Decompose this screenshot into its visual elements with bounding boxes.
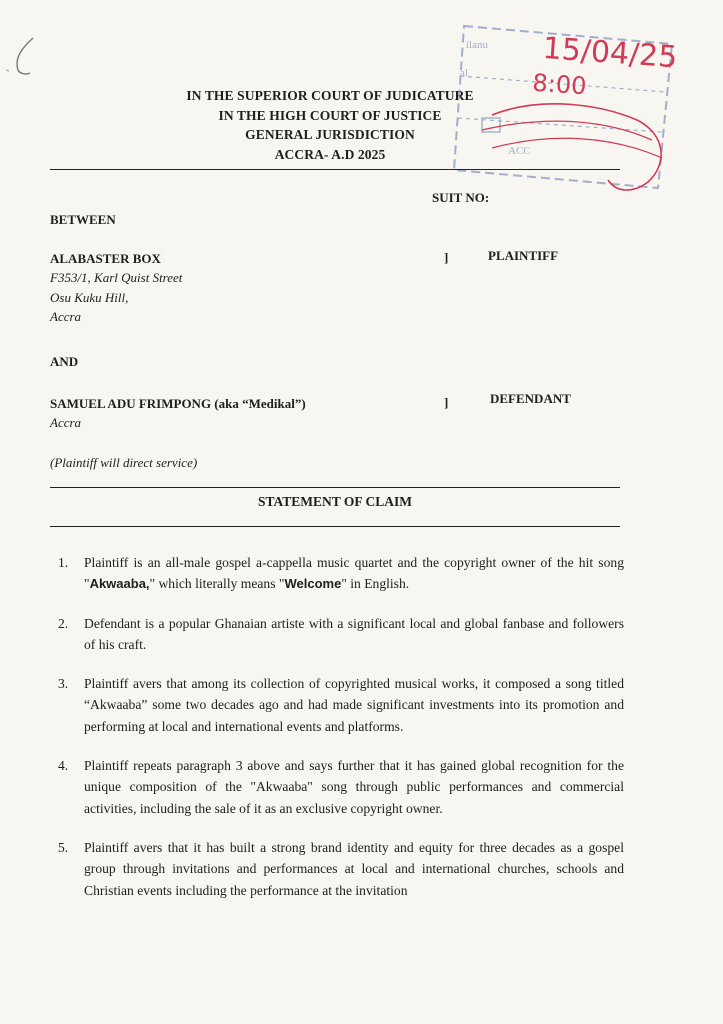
plaintiff-bracket: ] bbox=[444, 250, 449, 265]
defendant-block bbox=[50, 395, 306, 433]
plaintiff-address-line-2: Osu Kuku Hill, bbox=[50, 289, 129, 305]
paragraph-text bbox=[84, 837, 624, 901]
document-title: STATEMENT OF CLAIM bbox=[257, 494, 413, 509]
defendant-address-line-1: Accra bbox=[50, 415, 82, 430]
text-run: Plaintiff avers that it has built a strong brand identity and equity for three decades as a gospel group through invitations and performances at local and international churches, schools and Christian events including the performance at the invitation bbox=[84, 839, 624, 898]
plaintiff-address-line-3: Accra bbox=[50, 309, 82, 324]
plaintiff-role: PLAINTIFF bbox=[488, 248, 559, 263]
text-run: Plaintiff is an all-male gospel a-cappella music quartet and the copyright owner of the hit song " bbox=[84, 555, 624, 592]
stamp-date: 15/04/25 bbox=[541, 30, 679, 76]
suit-number-label: SUIT NO: bbox=[432, 190, 490, 205]
text-run: Defendant is a popular Ghanaian artiste with a significant local and global fanbase and followers of his craft. bbox=[84, 615, 624, 652]
between-label: BETWEEN bbox=[50, 212, 116, 227]
court-line-4: ACCRA- A.D 2025 bbox=[274, 146, 386, 162]
bold-term: Welcome bbox=[284, 576, 342, 592]
paragraph-number: 1. bbox=[58, 555, 69, 570]
claim-paragraph bbox=[58, 673, 624, 737]
filing-stamp bbox=[452, 20, 688, 198]
claim-paragraph bbox=[58, 613, 624, 656]
paragraph-number: 4. bbox=[58, 758, 69, 774]
title-rule-bottom bbox=[50, 526, 620, 527]
stamp-faint-text-2: al bbox=[460, 67, 468, 79]
claim-paragraphs bbox=[58, 552, 624, 919]
defendant-name: SAMUEL ADU FRIMPONG (aka “Medikal”) bbox=[50, 396, 306, 411]
court-line-1: IN THE SUPERIOR COURT OF JUDICATURE bbox=[186, 88, 474, 103]
plaintiff-block bbox=[50, 250, 182, 327]
claim-paragraph bbox=[58, 837, 624, 901]
title-rule-top bbox=[50, 487, 620, 488]
claim-paragraph bbox=[58, 755, 624, 819]
paragraph-number: 2. bbox=[58, 615, 69, 631]
court-line-3: GENERAL JURISDICTION bbox=[245, 127, 415, 142]
heading-underline bbox=[50, 169, 620, 170]
paragraph-number: 5. bbox=[58, 839, 69, 855]
margin-pencil-mark bbox=[0, 30, 50, 90]
paragraph-text bbox=[84, 552, 624, 595]
text-run: " in English. bbox=[341, 576, 410, 592]
and-separator: AND bbox=[50, 354, 79, 369]
text-run: Plaintiff avers that among its collection of copyrighted musical works, it composed a song titled “Akwaaba” some two decades ago and had made significant investments into its promotion and performing at local and international events and platforms. bbox=[84, 676, 624, 734]
defendant-role: DEFENDANT bbox=[490, 391, 571, 406]
text-run: " which literally means " bbox=[149, 576, 285, 592]
text-run: Plaintiff repeats paragraph 3 above and says further that it has gained global recognition for the unique composition of the "Akwaaba" song through public performances and commercial activities, including the sale of it as an exclusive copyright owner. bbox=[84, 758, 624, 816]
paragraph-text bbox=[84, 613, 624, 656]
plaintiff-name: ALABASTER BOX bbox=[50, 251, 161, 266]
court-line-2: IN THE HIGH COURT OF JUSTICE bbox=[218, 107, 442, 123]
paragraph-text bbox=[84, 673, 624, 737]
paragraph-number: 3. bbox=[58, 676, 69, 692]
bold-term: Akwaaba, bbox=[89, 576, 150, 592]
paragraph-text bbox=[84, 755, 624, 819]
claim-paragraph bbox=[58, 552, 624, 595]
stamp-faint-text-1: ilanu bbox=[466, 39, 488, 51]
stamp-faint-text-3: ACC bbox=[508, 145, 531, 157]
stamp-time: 8:00 bbox=[531, 68, 588, 101]
defendant-bracket: ] bbox=[444, 395, 449, 410]
plaintiff-address-line-1: F353/1, Karl Quist Street bbox=[50, 270, 183, 285]
service-note: (Plaintiff will direct service) bbox=[50, 455, 198, 470]
